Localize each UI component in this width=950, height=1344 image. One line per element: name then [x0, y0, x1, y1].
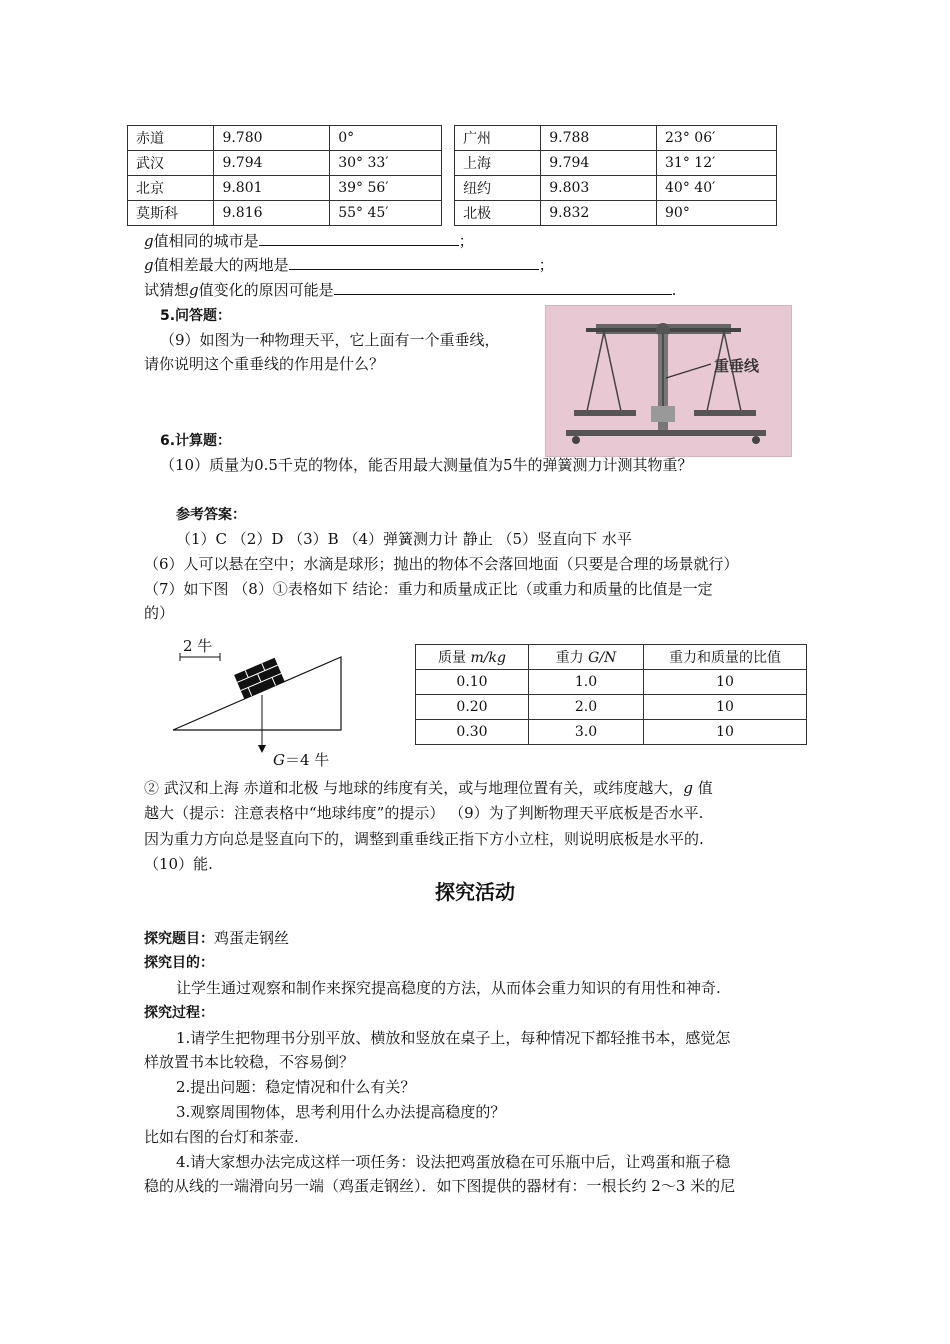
gravity-label: G＝4 牛 [273, 751, 330, 769]
g-table-cell: 0° [330, 126, 442, 151]
mass-table-cell: 2.0 [529, 695, 644, 720]
scale-label: 2 牛 [183, 637, 213, 655]
header-mass: 质量 m/kg [416, 645, 529, 670]
g-table-row [128, 151, 777, 176]
process-step2: 2.提出问题：稳定情况和什么有关？ [176, 1078, 416, 1096]
mass-table-cell: 3.0 [529, 720, 644, 745]
g-table-cell: 北极 [455, 201, 541, 226]
g-table-cell: 北京 [128, 176, 214, 201]
g-table-cell: 31° 12′ [657, 151, 777, 176]
question-reason: 试猜想g值变化的原因可能是 . [144, 281, 677, 299]
g-table-cell: 40° 40′ [657, 176, 777, 201]
g-table-cell: 30° 33′ [330, 151, 442, 176]
g-table-cell: 莫斯科 [128, 201, 214, 226]
answers-line1: （1）C （2）D （3）B （4）弹簧测力计 静止 （5）竖直向下 水平 [176, 530, 632, 548]
balance-drawing [546, 306, 791, 456]
answers-line5: ② 武汉和上海 赤道和北极 与地球的纬度有关，或与地理位置有关，或纬度越大，g 值 [144, 779, 713, 797]
process-step4a: 4.请大家想办法完成这样一项任务：设法把鸡蛋放稳在可乐瓶中后，让鸡蛋和瓶子稳 [176, 1153, 731, 1171]
mass-table-row [416, 695, 807, 720]
mass-table-cell: 10 [644, 695, 807, 720]
question-same-g: g值相同的城市是 ； [144, 232, 474, 250]
mass-table-row [416, 720, 807, 745]
g-table-row [128, 201, 777, 226]
g-table-cell: 武汉 [128, 151, 214, 176]
g-table-cell: 39° 56′ [330, 176, 442, 201]
answers-line3: （7）如下图 （8）①表格如下 结论：重力和质量成正比（或重力和质量的比值是一定 [144, 580, 713, 598]
header-ratio: 重力和质量的比值 [644, 645, 807, 670]
g-table-cell: 纽约 [455, 176, 541, 201]
mass-weight-table [415, 644, 807, 745]
header-weight: 重力 G/N [529, 645, 644, 670]
activity-purpose: 让学生通过观察和制作来探究提高稳度的方法，从而体会重力知识的有用性和神奇. [176, 979, 721, 997]
g-table-cell: 23° 06′ [657, 126, 777, 151]
g-table-row [128, 176, 777, 201]
section6-heading: 6.计算题： [160, 433, 232, 449]
q10-text: （10）质量为0.5千克的物体，能否用最大测量值为5牛的弹簧测力计测其物重？ [160, 456, 693, 474]
activity-topic: 探究题目：鸡蛋走钢丝 [144, 929, 290, 947]
answers-line6: 越大（提示：注意表格中“地球纬度”的提示） （9）为了判断物理天平底板是否水平. [144, 804, 704, 822]
answers-line8: （10）能. [144, 855, 213, 873]
g-table-cell: 9.794 [214, 151, 330, 176]
process-step1b: 样放置书本比较稳，不容易倒？ [144, 1053, 355, 1071]
plumb-line-label: 重垂线 [714, 357, 760, 375]
incline-force-diagram [165, 635, 365, 775]
g-table-cell: 9.794 [541, 151, 657, 176]
mass-table-cell: 1.0 [529, 670, 644, 695]
g-table-cell: 90° [657, 201, 777, 226]
mass-table-cell: 0.30 [416, 720, 529, 745]
mass-table-cell: 0.20 [416, 695, 529, 720]
activity-purpose-label: 探究目的： [144, 955, 214, 971]
g-value-table [127, 125, 777, 226]
g-table-cell: 9.832 [541, 201, 657, 226]
g-table-cell: 55° 45′ [330, 201, 442, 226]
process-step4b: 稳的从线的一端滑向另一端（鸡蛋走钢丝）．如下图提供的器材有：一根长约 2～3 米的尼 [144, 1177, 736, 1195]
g-table-cell: 9.788 [541, 126, 657, 151]
answers-line2: （6）人可以悬在空中；水滴是球形；抛出的物体不会落回地面（只要是合理的场景就行） [144, 555, 739, 573]
g-table-cell: 9.801 [214, 176, 330, 201]
process-step3: 3.观察周围物体，思考利用什么办法提高稳度的？ [176, 1103, 506, 1121]
g-table-cell: 9.803 [541, 176, 657, 201]
table-gap [442, 151, 455, 176]
activity-process-label: 探究过程： [144, 1005, 214, 1021]
process-step3b: 比如右图的台灯和茶壶. [144, 1128, 299, 1146]
section5-heading: 5.问答题： [160, 308, 232, 324]
g-table-row [128, 126, 777, 151]
g-table-cell: 9.816 [214, 201, 330, 226]
answers-line4: 的） [144, 604, 175, 622]
g-table-cell: 9.780 [214, 126, 330, 151]
mass-table-cell: 0.10 [416, 670, 529, 695]
q9-line1: （9）如图为一种物理天平，它上面有一个重垂线， [160, 331, 500, 349]
q9-line2: 请你说明这个重垂线的作用是什么？ [144, 355, 385, 373]
answers-heading: 参考答案： [176, 507, 246, 523]
table-gap [442, 126, 455, 151]
g-table-cell: 赤道 [128, 126, 214, 151]
g-table-cell: 上海 [455, 151, 541, 176]
mass-table-cell: 10 [644, 720, 807, 745]
table-gap [442, 176, 455, 201]
activity-title: 探究活动 [435, 880, 515, 904]
balance-photo [545, 305, 792, 457]
table-gap [442, 201, 455, 226]
g-table-cell: 广州 [455, 126, 541, 151]
question-max-diff: g值相差最大的两地是 ； [144, 256, 554, 274]
mass-table-cell: 10 [644, 670, 807, 695]
process-step1a: 1.请学生把物理书分别平放、横放和竖放在桌子上，每种情况下都轻推书本，感觉怎 [176, 1029, 731, 1047]
mass-table-row [416, 670, 807, 695]
answers-line7: 因为重力方向总是竖直向下的，调整到重垂线正指下方小立柱，则说明底板是水平的. [144, 830, 704, 848]
